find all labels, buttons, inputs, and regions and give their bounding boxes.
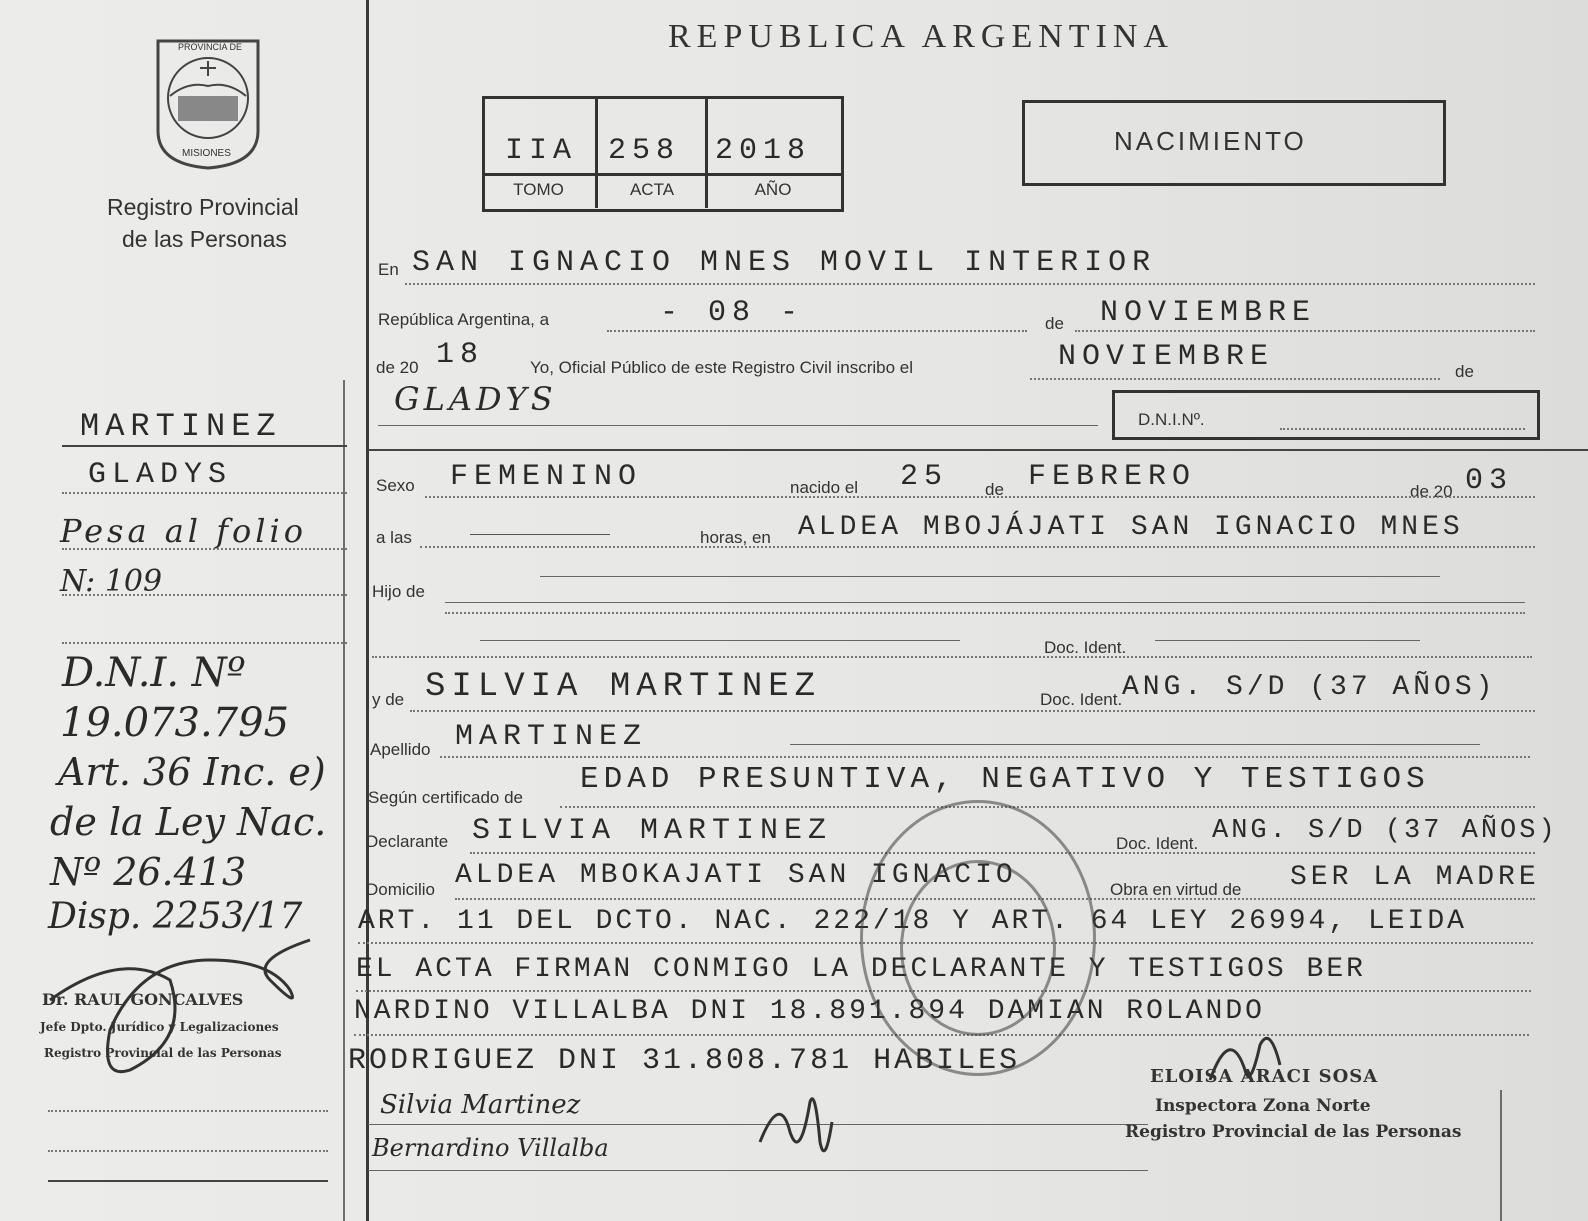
hijo-dots	[445, 612, 1525, 614]
inspector-name: ELOISA ARACI SOSA	[1150, 1066, 1379, 1087]
doc-line-right	[1155, 640, 1420, 641]
hijo-line	[445, 602, 1525, 603]
margin-dni-6: Disp. 2253/17	[48, 896, 303, 937]
notes-line-3: NARDINO VILLALBA DNI 18.891.894 DAMIAN ROLANDO	[354, 996, 1265, 1027]
alas-label: a las	[376, 528, 412, 547]
tomo-label: TOMO	[513, 180, 564, 199]
signature-witness: Bernardino Villalba	[372, 1134, 609, 1162]
registry-name-line2: de las Personas	[122, 226, 287, 252]
margin-rule-bottom	[48, 1180, 328, 1182]
margin-dots-4	[62, 642, 347, 644]
hijo-upper-line	[540, 576, 1440, 577]
mother-doc: ANG. S/D (37 AÑOS)	[1122, 672, 1497, 703]
margin-official-title-1: Jefe Dpto. Jurídico y Legalizaciones	[40, 1020, 279, 1034]
obra-value: SER LA MADRE	[1290, 862, 1540, 893]
day-line	[607, 330, 1027, 332]
margin-official-title-2: Registro Provincial de las Personas	[44, 1046, 282, 1060]
witness-signature-scribble-icon	[750, 1082, 840, 1172]
place-value: ALDEA MBOJÁJATI SAN IGNACIO MNES	[798, 512, 1464, 543]
left-column-divider	[366, 0, 369, 1221]
margin-dni-2: 19.073.795	[60, 700, 290, 746]
inscribo-line	[1030, 378, 1440, 380]
sexo-line	[425, 496, 1535, 498]
hijo-label: Hijo de	[372, 582, 425, 601]
country-title: REPUBLICA ARGENTINA	[668, 18, 1174, 55]
margin-dni-4: de la Ley Nac.	[50, 800, 327, 844]
margin-dots-3	[62, 594, 347, 596]
day-value: - 08 -	[660, 296, 805, 330]
year-value: 18	[436, 338, 485, 372]
month-line	[1075, 330, 1535, 332]
margin-folio-note: Pesa al folio	[60, 512, 308, 550]
declarante-doc: ANG. S/D (37 AÑOS)	[1212, 816, 1558, 846]
seal-label-bottom: MISIONES	[182, 148, 231, 159]
acta-value: 258	[608, 134, 681, 168]
margin-official-name: Dr. RAUL GONCALVES	[42, 990, 244, 1009]
dni-label: D.N.I.Nº.	[1138, 410, 1205, 429]
section-divider	[368, 449, 1588, 451]
doc-ident-label: Doc. Ident.	[1044, 638, 1127, 657]
yde-label: y de	[372, 690, 405, 709]
domicilio-value: ALDEA MBOKAJATI SAN IGNACIO	[455, 860, 1017, 891]
doc-type-title: NACIMIENTO	[1114, 126, 1307, 156]
birth-day: 25	[900, 460, 949, 494]
margin-dots-1	[62, 492, 347, 494]
sexo-label: Sexo	[376, 476, 415, 495]
en-line	[405, 283, 1535, 285]
apellido-line	[790, 744, 1480, 745]
name-value: GLADYS	[394, 380, 557, 418]
inspector-org: Registro Provincial de las Personas	[1125, 1122, 1462, 1142]
anio-value: 2018	[715, 134, 812, 168]
margin-folio-num: N: 109	[60, 564, 163, 599]
margin-dni-1: D.N.I. Nº	[62, 650, 246, 696]
acta-label: ACTA	[629, 180, 675, 199]
right-edge-line	[1500, 1090, 1502, 1221]
margin-given: GLADYS	[88, 458, 233, 492]
inspector-signature-scribble-icon	[1190, 1020, 1310, 1100]
notes-line-2: EL ACTA FIRMAN CONMIGO LA DECLARANTE Y TESTIGOS BER	[356, 954, 1366, 985]
birth-year: 03	[1465, 464, 1514, 498]
record-box-separator	[482, 173, 841, 176]
de-label: de	[1045, 314, 1064, 333]
doc-dots	[372, 656, 1532, 658]
margin-dni-5: Nº 26.413	[50, 850, 247, 894]
official-stamp-inner	[900, 860, 1056, 1036]
left-column-divider-inner	[343, 380, 345, 1221]
anio-label: AÑO	[754, 180, 792, 199]
doc-ident-label-3: Doc. Ident.	[1116, 834, 1199, 853]
horas-label: horas, en	[700, 528, 771, 547]
registry-name-line1: Registro Provincial	[107, 194, 299, 220]
declarante-value: SILVIA MARTINEZ	[472, 814, 833, 848]
inspector-title: Inspectora Zona Norte	[1155, 1096, 1371, 1116]
en-value: SAN IGNACIO MNES MOVIL INTERIOR	[412, 246, 1157, 280]
segun-line	[560, 806, 1535, 808]
seal-label-top: PROVINCIA DE	[178, 42, 243, 52]
obra-label: Obra en virtud de	[1110, 880, 1242, 899]
mother-line	[410, 710, 1535, 712]
republica-label: República Argentina, a	[378, 310, 550, 329]
official-signature-scribble-icon	[40, 920, 330, 1100]
hour-line	[470, 534, 610, 535]
segun-value: EDAD PRESUNTIVA, NEGATIVO Y TESTIGOS	[580, 762, 1430, 797]
birth-month: FEBRERO	[1028, 460, 1197, 494]
apellido-label: Apellido	[370, 740, 431, 759]
margin-dots-6	[48, 1150, 328, 1152]
margin-rule-1	[62, 445, 347, 447]
signature-declarante: Silvia Martinez	[380, 1090, 581, 1120]
declarante-label: Declarante	[366, 832, 449, 851]
doc-line-left	[480, 640, 960, 641]
de20-label-2: de 20	[1410, 482, 1453, 501]
margin-dni-3: Art. 36 Inc. e)	[58, 750, 326, 794]
notes-line-1: ART. 11 DEL DCTO. NAC. 222/18 Y ART. 64 LEY 26994, LEIDA	[358, 906, 1467, 937]
nacido-label: nacido el	[790, 478, 859, 497]
apellido-value: MARTINEZ	[455, 720, 648, 754]
apellido-dots	[440, 756, 1530, 758]
margin-dots-2	[62, 548, 347, 550]
doc-ident-label-2: Doc. Ident.	[1040, 690, 1123, 709]
inscribo-value: NOVIEMBRE	[1058, 340, 1275, 374]
sexo-value: FEMENINO	[450, 460, 643, 494]
mother-value: SILVIA MARTINEZ	[425, 668, 822, 706]
margin-dots-5	[48, 1110, 328, 1112]
de-label-3: de	[985, 480, 1004, 499]
dni-line	[1280, 428, 1525, 430]
month-value: NOVIEMBRE	[1100, 296, 1317, 330]
en-label: En	[378, 260, 399, 279]
domicilio-label: Domicilio	[366, 880, 435, 899]
name-line	[378, 425, 1098, 426]
de-label-2: de	[1455, 362, 1474, 381]
tomo-value: IIA	[505, 134, 578, 168]
segun-label: Según certificado de	[368, 788, 523, 807]
notes-line-4: RODRIGUEZ DNI 31.808.781 HABILES	[348, 1044, 1021, 1078]
margin-surname: MARTINEZ	[80, 408, 282, 445]
de20-label: de 20	[376, 358, 419, 377]
place-line	[420, 546, 1535, 548]
yo-label: Yo, Oficial Público de este Registro Civil inscribo el	[530, 358, 913, 377]
